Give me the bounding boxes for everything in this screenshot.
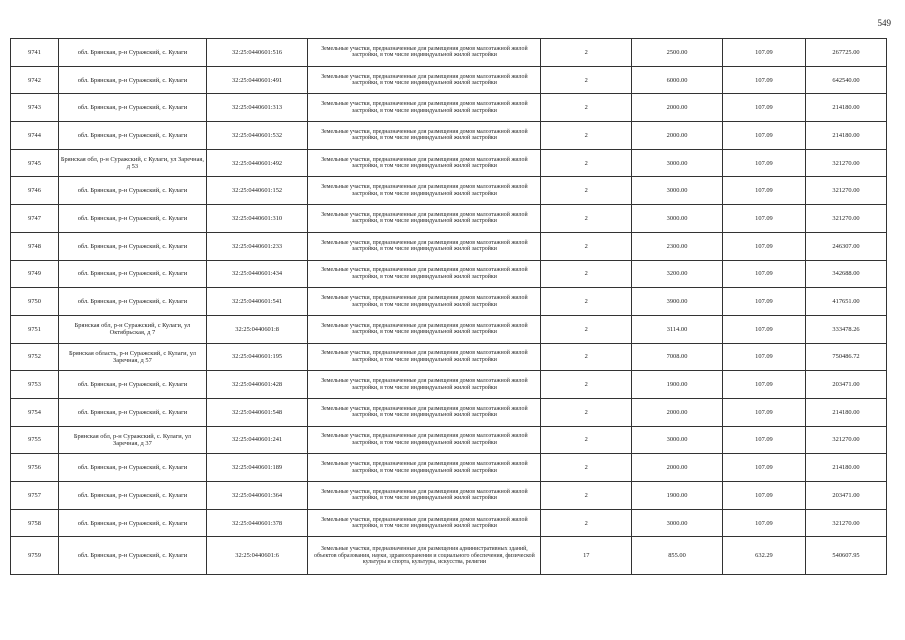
table-row [11, 232, 887, 260]
specific-value-cell: 107.09 [722, 39, 805, 67]
specific-value-cell: 107.09 [722, 288, 805, 316]
permitted-use-cell: Земельные участки, предназначенные для размещения домов малоэтажной жилой застройки, в том числе индивидуальной жилой застройки [308, 260, 541, 288]
cadastral-number-cell: 32:25:0440601:195 [206, 343, 308, 371]
category-code-cell: 2 [541, 205, 632, 233]
row-number-cell: 9754 [11, 398, 59, 426]
area-cell: 2000.00 [632, 454, 723, 482]
area-cell: 3000.00 [632, 509, 723, 537]
category-code-cell: 17 [541, 537, 632, 575]
row-number-cell: 9741 [11, 39, 59, 67]
table-row [11, 39, 887, 67]
specific-value-cell: 107.09 [722, 454, 805, 482]
cadastral-value-cell: 267725.00 [806, 39, 887, 67]
category-code-cell: 2 [541, 232, 632, 260]
permitted-use-cell: Земельные участки, предназначенные для размещения домов малоэтажной жилой застройки, в том числе индивидуальной жилой застройки [308, 205, 541, 233]
address-cell: Брянская область, р-н Суражский, с Кулаги, ул Заречная, д 57 [59, 343, 207, 371]
cadastral-number-cell: 32:25:0440601:364 [206, 482, 308, 510]
area-cell: 1900.00 [632, 371, 723, 399]
category-code-cell: 2 [541, 122, 632, 150]
row-number-cell: 9745 [11, 149, 59, 177]
specific-value-cell: 107.09 [722, 66, 805, 94]
row-number-cell: 9742 [11, 66, 59, 94]
permitted-use-cell: Земельные участки, предназначенные для размещения домов малоэтажной жилой застройки, в том числе индивидуальной жилой застройки [308, 426, 541, 454]
permitted-use-cell: Земельные участки, предназначенные для размещения административных зданий, объектов образования, науки, здравоохранения и социального обеспечения, физической культуры и спорта, культуры, искусства, религии [308, 537, 541, 575]
permitted-use-cell: Земельные участки, предназначенные для размещения домов малоэтажной жилой застройки, в том числе индивидуальной жилой застройки [308, 315, 541, 343]
category-code-cell: 2 [541, 398, 632, 426]
cadastral-value-cell: 750486.72 [806, 343, 887, 371]
address-cell: обл. Брянская, р-н Суражский, с. Кулаги [59, 205, 207, 233]
cadastral-number-cell: 32:25:0440601:428 [206, 371, 308, 399]
permitted-use-cell: Земельные участки, предназначенные для размещения домов малоэтажной жилой застройки, в том числе индивидуальной жилой застройки [308, 288, 541, 316]
cadastral-number-cell: 32:25:0440601:313 [206, 94, 308, 122]
cadastral-number-cell: 32:25:0440601:541 [206, 288, 308, 316]
area-cell: 3000.00 [632, 205, 723, 233]
cadastral-number-cell: 32:25:0440601:152 [206, 177, 308, 205]
land-registry-table [10, 38, 887, 575]
permitted-use-cell: Земельные участки, предназначенные для размещения домов малоэтажной жилой застройки, в том числе индивидуальной жилой застройки [308, 122, 541, 150]
row-number-cell: 9753 [11, 371, 59, 399]
category-code-cell: 2 [541, 177, 632, 205]
area-cell: 855.00 [632, 537, 723, 575]
specific-value-cell: 107.09 [722, 509, 805, 537]
category-code-cell: 2 [541, 343, 632, 371]
permitted-use-cell: Земельные участки, предназначенные для размещения домов малоэтажной жилой застройки, в том числе индивидуальной жилой застройки [308, 177, 541, 205]
area-cell: 3200.00 [632, 260, 723, 288]
cadastral-number-cell: 32:25:0440601:491 [206, 66, 308, 94]
table-row [11, 260, 887, 288]
cadastral-number-cell: 32:25:0440601:378 [206, 509, 308, 537]
address-cell: Брянская обл, р-н Суражский, с. Кулаги, ул Заречная, д 37 [59, 426, 207, 454]
row-number-cell: 9744 [11, 122, 59, 150]
row-number-cell: 9746 [11, 177, 59, 205]
category-code-cell: 2 [541, 509, 632, 537]
area-cell: 3900.00 [632, 288, 723, 316]
specific-value-cell: 107.09 [722, 260, 805, 288]
address-cell: обл. Брянская, р-н Суражский, с. Кулаги [59, 371, 207, 399]
row-number-cell: 9747 [11, 205, 59, 233]
cadastral-number-cell: 32:25:0440601:516 [206, 39, 308, 67]
cadastral-number-cell: 32:25:0440601:233 [206, 232, 308, 260]
table-row [11, 509, 887, 537]
permitted-use-cell: Земельные участки, предназначенные для размещения домов малоэтажной жилой застройки, в том числе индивидуальной жилой застройки [308, 94, 541, 122]
category-code-cell: 2 [541, 482, 632, 510]
specific-value-cell: 107.09 [722, 398, 805, 426]
category-code-cell: 2 [541, 260, 632, 288]
cadastral-value-cell: 214180.00 [806, 122, 887, 150]
table-row [11, 177, 887, 205]
category-code-cell: 2 [541, 315, 632, 343]
permitted-use-cell: Земельные участки, предназначенные для размещения домов малоэтажной жилой застройки, в том числе индивидуальной жилой застройки [308, 343, 541, 371]
cadastral-value-cell: 642540.00 [806, 66, 887, 94]
row-number-cell: 9749 [11, 260, 59, 288]
cadastral-number-cell: 32:25:0440601:189 [206, 454, 308, 482]
cadastral-value-cell: 214180.00 [806, 398, 887, 426]
permitted-use-cell: Земельные участки, предназначенные для размещения домов малоэтажной жилой застройки, в том числе индивидуальной жилой застройки [308, 509, 541, 537]
specific-value-cell: 107.09 [722, 426, 805, 454]
address-cell: обл. Брянская, р-н Суражский, с. Кулаги [59, 288, 207, 316]
row-number-cell: 9751 [11, 315, 59, 343]
row-number-cell: 9757 [11, 482, 59, 510]
category-code-cell: 2 [541, 94, 632, 122]
cadastral-value-cell: 321270.00 [806, 509, 887, 537]
area-cell: 2300.00 [632, 232, 723, 260]
table-row [11, 315, 887, 343]
area-cell: 7008.00 [632, 343, 723, 371]
table-row [11, 205, 887, 233]
address-cell: обл. Брянская, р-н Суражский, с. Кулаги [59, 509, 207, 537]
area-cell: 3000.00 [632, 426, 723, 454]
area-cell: 6000.00 [632, 66, 723, 94]
address-cell: обл. Брянская, р-н Суражский, с. Кулаги [59, 537, 207, 575]
table-row [11, 537, 887, 575]
cadastral-value-cell: 321270.00 [806, 426, 887, 454]
page-number: 549 [877, 18, 891, 28]
area-cell: 2000.00 [632, 94, 723, 122]
table-row [11, 426, 887, 454]
address-cell: Брянская обл, р-н Суражский, с Кулаги, ул Заречная, д 53 [59, 149, 207, 177]
table-row [11, 398, 887, 426]
table-row [11, 122, 887, 150]
address-cell: обл. Брянская, р-н Суражский, с. Кулаги [59, 94, 207, 122]
address-cell: обл. Брянская, р-н Суражский, с. Кулаги [59, 482, 207, 510]
category-code-cell: 2 [541, 39, 632, 67]
category-code-cell: 2 [541, 426, 632, 454]
table-row [11, 149, 887, 177]
cadastral-number-cell: 32:25:0440601:548 [206, 398, 308, 426]
specific-value-cell: 107.09 [722, 177, 805, 205]
permitted-use-cell: Земельные участки, предназначенные для размещения домов малоэтажной жилой застройки, в том числе индивидуальной жилой застройки [308, 39, 541, 67]
address-cell: обл. Брянская, р-н Суражский, с. Кулаги [59, 122, 207, 150]
address-cell: обл. Брянская, р-н Суражский, с. Кулаги [59, 260, 207, 288]
table-row [11, 454, 887, 482]
cadastral-value-cell: 203471.00 [806, 371, 887, 399]
row-number-cell: 9743 [11, 94, 59, 122]
permitted-use-cell: Земельные участки, предназначенные для размещения домов малоэтажной жилой застройки, в том числе индивидуальной жилой застройки [308, 482, 541, 510]
category-code-cell: 2 [541, 66, 632, 94]
cadastral-value-cell: 321270.00 [806, 205, 887, 233]
row-number-cell: 9759 [11, 537, 59, 575]
area-cell: 2000.00 [632, 398, 723, 426]
address-cell: обл. Брянская, р-н Суражский, с. Кулаги [59, 398, 207, 426]
table-row [11, 94, 887, 122]
cadastral-value-cell: 540607.95 [806, 537, 887, 575]
permitted-use-cell: Земельные участки, предназначенные для размещения домов малоэтажной жилой застройки, в том числе индивидуальной жилой застройки [308, 398, 541, 426]
specific-value-cell: 107.09 [722, 122, 805, 150]
cadastral-value-cell: 246307.00 [806, 232, 887, 260]
cadastral-value-cell: 342688.00 [806, 260, 887, 288]
area-cell: 2500.00 [632, 39, 723, 67]
specific-value-cell: 107.09 [722, 94, 805, 122]
row-number-cell: 9758 [11, 509, 59, 537]
row-number-cell: 9752 [11, 343, 59, 371]
permitted-use-cell: Земельные участки, предназначенные для размещения домов малоэтажной жилой застройки, в том числе индивидуальной жилой застройки [308, 149, 541, 177]
cadastral-value-cell: 203471.00 [806, 482, 887, 510]
address-cell: обл. Брянская, р-н Суражский, с. Кулаги [59, 39, 207, 67]
permitted-use-cell: Земельные участки, предназначенные для размещения домов малоэтажной жилой застройки, в том числе индивидуальной жилой застройки [308, 371, 541, 399]
table-row [11, 288, 887, 316]
area-cell: 3000.00 [632, 177, 723, 205]
cadastral-number-cell: 32:25:0440601:241 [206, 426, 308, 454]
permitted-use-cell: Земельные участки, предназначенные для размещения домов малоэтажной жилой застройки, в том числе индивидуальной жилой застройки [308, 454, 541, 482]
row-number-cell: 9756 [11, 454, 59, 482]
category-code-cell: 2 [541, 149, 632, 177]
specific-value-cell: 107.09 [722, 205, 805, 233]
specific-value-cell: 107.09 [722, 343, 805, 371]
address-cell: Брянская обл, р-н Суражский, с Кулаги, ул Октябрьская, д 7 [59, 315, 207, 343]
address-cell: обл. Брянская, р-н Суражский, с. Кулаги [59, 66, 207, 94]
specific-value-cell: 632.29 [722, 537, 805, 575]
specific-value-cell: 107.09 [722, 371, 805, 399]
cadastral-number-cell: 32:25:0440601:6 [206, 537, 308, 575]
area-cell: 1900.00 [632, 482, 723, 510]
table-row [11, 66, 887, 94]
cadastral-number-cell: 32:25:0440601:492 [206, 149, 308, 177]
area-cell: 3000.00 [632, 149, 723, 177]
category-code-cell: 2 [541, 371, 632, 399]
table-row [11, 482, 887, 510]
cadastral-number-cell: 32:25:0440601:8 [206, 315, 308, 343]
table-row [11, 343, 887, 371]
area-cell: 3114.00 [632, 315, 723, 343]
category-code-cell: 2 [541, 454, 632, 482]
address-cell: обл. Брянская, р-н Суражский, с. Кулаги [59, 232, 207, 260]
cadastral-value-cell: 321270.00 [806, 177, 887, 205]
table-row [11, 371, 887, 399]
address-cell: обл. Брянская, р-н Суражский, с. Кулаги [59, 177, 207, 205]
permitted-use-cell: Земельные участки, предназначенные для размещения домов малоэтажной жилой застройки, в том числе индивидуальной жилой застройки [308, 66, 541, 94]
cadastral-value-cell: 321270.00 [806, 149, 887, 177]
specific-value-cell: 107.09 [722, 482, 805, 510]
specific-value-cell: 107.09 [722, 315, 805, 343]
address-cell: обл. Брянская, р-н Суражский, с. Кулаги [59, 454, 207, 482]
row-number-cell: 9750 [11, 288, 59, 316]
cadastral-value-cell: 417651.00 [806, 288, 887, 316]
cadastral-number-cell: 32:25:0440601:310 [206, 205, 308, 233]
specific-value-cell: 107.09 [722, 232, 805, 260]
cadastral-value-cell: 214180.00 [806, 94, 887, 122]
specific-value-cell: 107.09 [722, 149, 805, 177]
row-number-cell: 9748 [11, 232, 59, 260]
cadastral-number-cell: 32:25:0440601:532 [206, 122, 308, 150]
cadastral-number-cell: 32:25:0440601:434 [206, 260, 308, 288]
area-cell: 2000.00 [632, 122, 723, 150]
permitted-use-cell: Земельные участки, предназначенные для размещения домов малоэтажной жилой застройки, в том числе индивидуальной жилой застройки [308, 232, 541, 260]
cadastral-value-cell: 214180.00 [806, 454, 887, 482]
row-number-cell: 9755 [11, 426, 59, 454]
table-body [11, 39, 887, 575]
cadastral-value-cell: 333478.26 [806, 315, 887, 343]
category-code-cell: 2 [541, 288, 632, 316]
